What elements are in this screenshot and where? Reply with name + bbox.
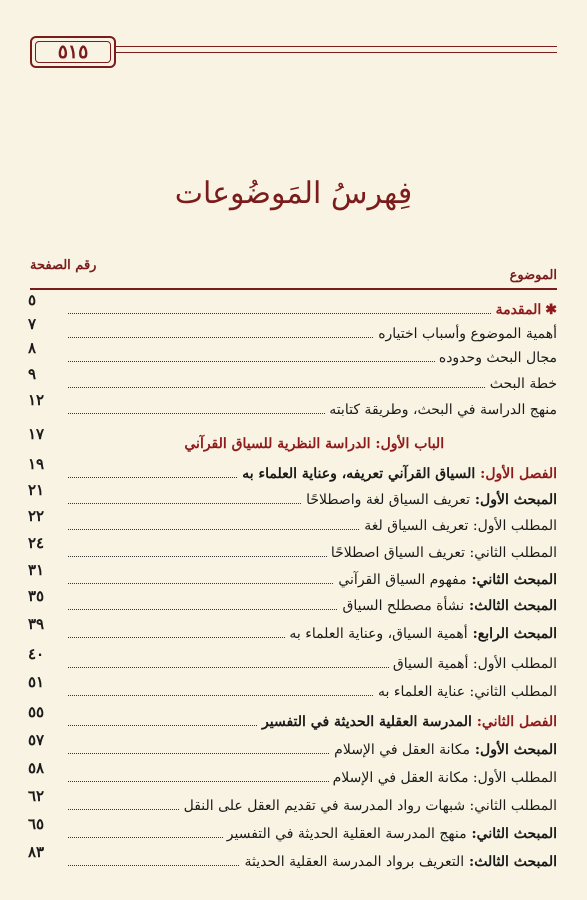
toc-entry-label: الفصل الأول: xyxy=(475,466,557,482)
toc-row xyxy=(28,731,557,762)
toc-entry-text: أهمية السياق، وعناية العلماء به xyxy=(289,626,468,642)
toc-entry xyxy=(486,372,557,396)
toc-row xyxy=(28,365,557,396)
page-title: فِهرسُ المَوضُوعات xyxy=(174,176,413,211)
toc-entry-label: المبحث الأول: xyxy=(470,742,557,758)
toc-page-number: ١٢ xyxy=(28,391,45,409)
toc-row xyxy=(28,787,557,818)
leader-dots xyxy=(68,387,557,388)
toc-page-number: ١٧ xyxy=(28,425,45,443)
toc-page-number: ٢٢ xyxy=(28,507,45,525)
toc-row xyxy=(28,673,557,704)
toc-row xyxy=(28,645,557,676)
toc-entry-text: تعريف السياق لغة واصطلاحًا xyxy=(306,492,471,508)
toc-row xyxy=(28,339,557,370)
toc-page-number: ٥٨ xyxy=(28,759,45,777)
toc-entry xyxy=(238,462,557,486)
toc-entry-label: المبحث الثالث: xyxy=(464,854,557,870)
toc-entry-text: منهج المدرسة العقلية الحديثة في التفسير xyxy=(226,826,467,842)
toc-entry-text: المطلب الثاني: تعريف السياق اصطلاحًا xyxy=(330,545,557,561)
toc-entry-text: التعريف برواد المدرسة العقلية الحديثة xyxy=(244,854,465,870)
toc-row xyxy=(28,615,557,646)
toc-row xyxy=(28,703,557,734)
toc-row xyxy=(28,425,557,456)
toc-page-number: ٥٥ xyxy=(28,703,45,721)
toc-page-number: ٥٧ xyxy=(28,731,45,749)
toc-page-number: ١٩ xyxy=(28,455,45,473)
toc-page-number: ٣٩ xyxy=(28,615,45,633)
toc-entry xyxy=(329,766,557,790)
toc-entry-label: المبحث الرابع: xyxy=(467,626,557,642)
toc-page-number: ٦٢ xyxy=(28,787,45,805)
toc-entry xyxy=(334,568,557,592)
toc-entry-text: الباب الأول: الدراسة النظرية للسياق القرآني xyxy=(184,436,445,452)
toc-page-number: ٧ xyxy=(28,315,37,333)
toc-entry xyxy=(302,488,557,512)
toc-entry-text: مكانة العقل في الإسلام xyxy=(334,742,471,758)
toc-row xyxy=(28,291,557,322)
toc-entry-label: الفصل الثاني: xyxy=(471,714,557,730)
toc-entry-text: المطلب الثاني: عناية العلماء به xyxy=(378,684,557,700)
toc-page-number: ٦٥ xyxy=(28,815,45,833)
toc-page-number: ٥ xyxy=(28,291,37,309)
toc-entry-text: المطلب الأول: تعريف السياق لغة xyxy=(364,518,557,534)
toc-entry-text: المطلب الثاني: شبهات رواد المدرسة في تقديم العقل على النقل xyxy=(183,798,557,814)
toc-row xyxy=(28,561,557,592)
toc-entry xyxy=(435,346,557,370)
toc-page-number: ٥١ xyxy=(28,673,45,691)
toc-entry-text: منهج الدراسة في البحث، وطريقة كتابته xyxy=(329,402,557,418)
toc-entry-text: نشأة مصطلح السياق xyxy=(342,598,465,614)
column-header-divider xyxy=(30,288,557,290)
toc-entry xyxy=(389,652,557,676)
toc-entry-label: المبحث الأول: xyxy=(470,492,557,508)
toc-entry xyxy=(325,398,557,422)
leader-dots xyxy=(68,313,557,314)
toc-entry xyxy=(330,738,557,762)
toc-entry xyxy=(374,680,557,704)
toc-page-number: ٢١ xyxy=(28,481,45,499)
toc-entry-label: المبحث الثاني: xyxy=(466,572,557,588)
toc-page-number: ٣٥ xyxy=(28,587,45,605)
toc-row xyxy=(28,534,557,565)
toc-row xyxy=(28,815,557,846)
toc-row xyxy=(28,391,557,422)
page-number: ٥١٥ xyxy=(57,41,89,63)
toc-entry xyxy=(360,514,557,538)
toc-row xyxy=(28,455,557,486)
toc-page-number: ٤٠ xyxy=(28,645,45,663)
toc-entry xyxy=(223,822,557,846)
toc-entry-text: مفهوم السياق القرآني xyxy=(338,572,467,588)
toc-entry xyxy=(492,298,557,322)
toc-page-number: ٨ xyxy=(28,339,37,357)
toc-entry xyxy=(180,794,557,818)
column-header-topic: الموضوع xyxy=(509,268,557,283)
toc-entry-text: المطلب الأول: مكانة العقل في الإسلام xyxy=(332,770,557,786)
toc-entry xyxy=(258,710,557,734)
toc-entry xyxy=(240,850,557,874)
toc-entry xyxy=(374,322,557,346)
toc-row xyxy=(28,843,557,874)
toc-entry-text: المطلب الأول: أهمية السياق xyxy=(392,656,557,672)
page-number-frame xyxy=(30,36,116,68)
toc-entry xyxy=(285,622,557,646)
toc-row xyxy=(28,759,557,790)
toc-row xyxy=(28,315,557,346)
star-icon: ✱ xyxy=(545,302,557,318)
toc-entry-text: أهمية الموضوع وأسباب اختياره xyxy=(378,326,557,342)
toc-entry-text: السياق القرآني تعريفه، وعناية العلماء به xyxy=(242,466,476,482)
toc-row xyxy=(28,587,557,618)
toc-page-number: ٢٤ xyxy=(28,534,45,552)
toc-entry xyxy=(178,432,450,456)
toc-entry-label: المبحث الثالث: xyxy=(464,598,557,614)
toc-row xyxy=(28,507,557,538)
toc-entry-text: خطة البحث xyxy=(489,376,557,392)
column-header-page: رقم الصفحة xyxy=(30,258,97,273)
toc-row xyxy=(28,481,557,512)
toc-page-number: ٨٣ xyxy=(28,843,45,861)
toc-entry-text: مجال البحث وحدوده xyxy=(438,350,557,366)
toc-page-number: ٩ xyxy=(28,365,37,383)
toc-entry-label: المبحث الثاني: xyxy=(466,826,557,842)
toc-entry-text: المدرسة العقلية الحديثة في التفسير xyxy=(262,714,472,730)
toc-entry-text: المقدمة xyxy=(495,302,542,318)
toc-entry xyxy=(338,594,557,618)
toc-page-number: ٣١ xyxy=(28,561,45,579)
toc-entry xyxy=(327,541,557,565)
